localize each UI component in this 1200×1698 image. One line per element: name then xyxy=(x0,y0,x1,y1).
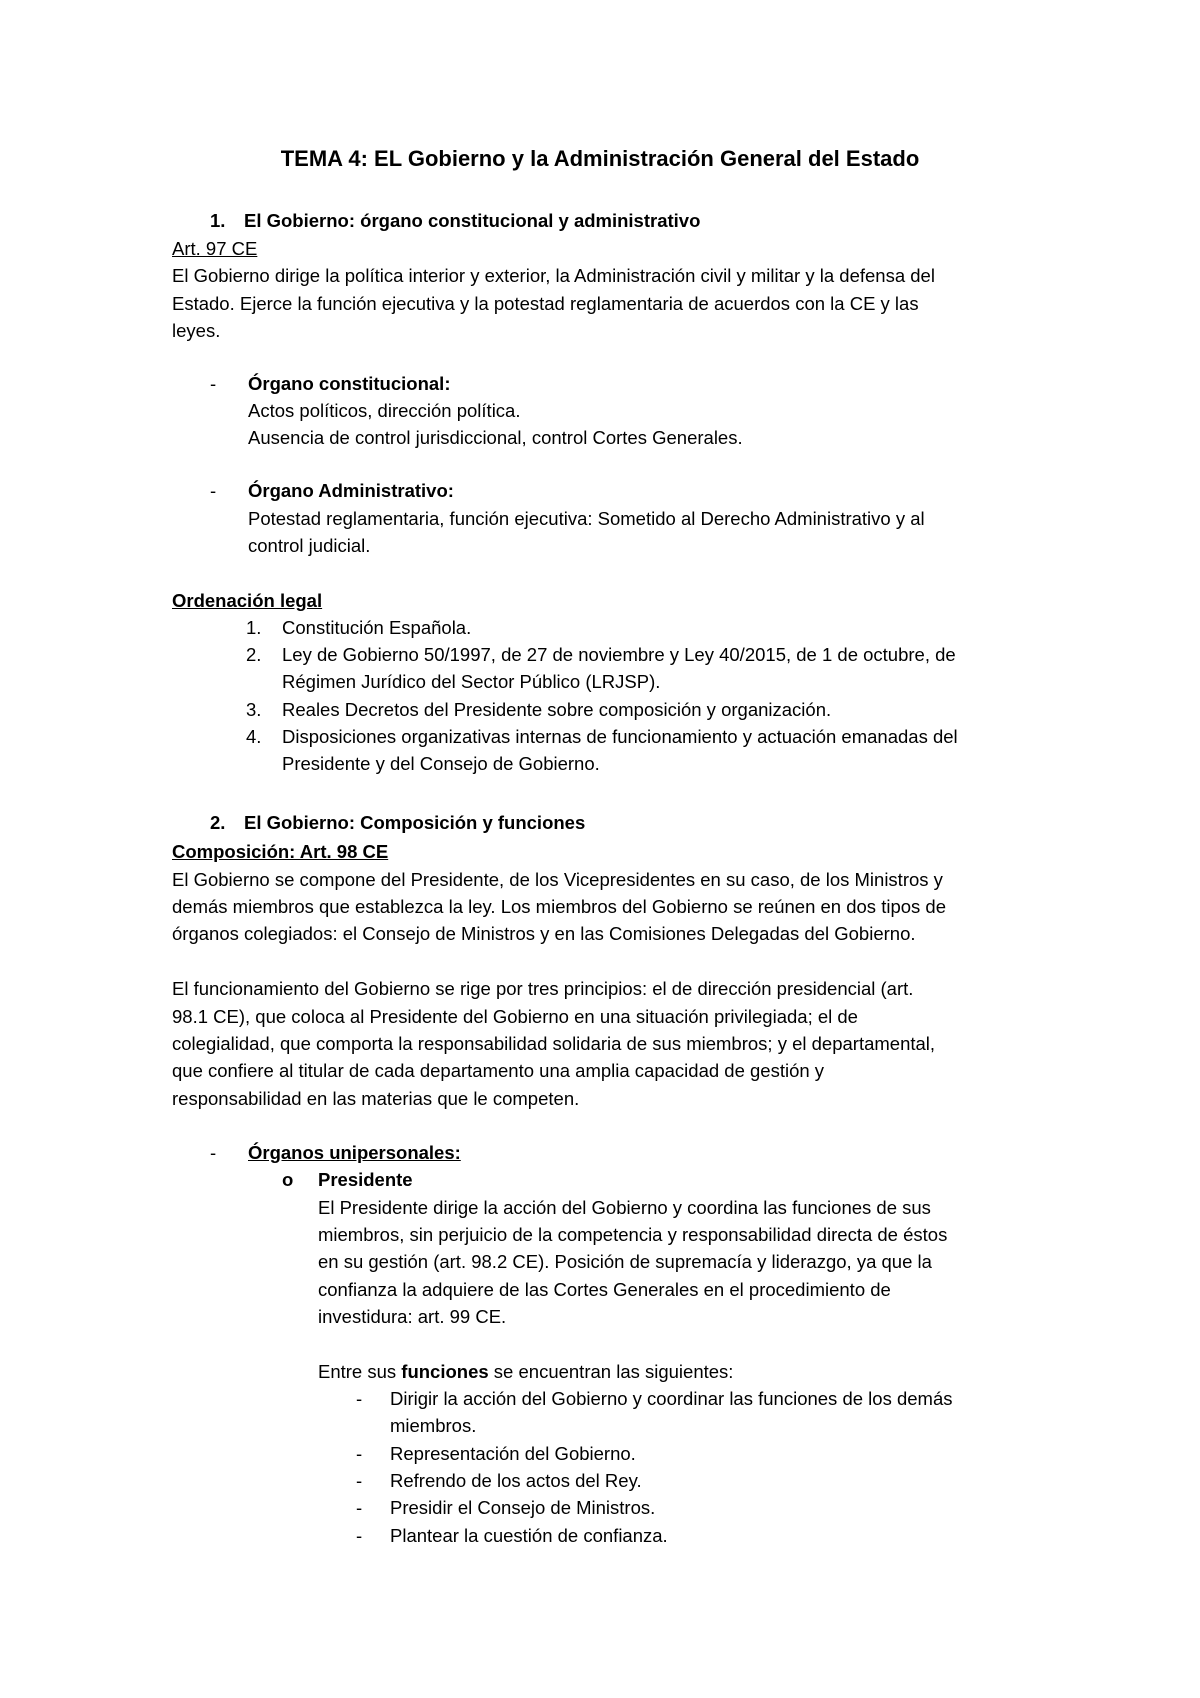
paragraph-line: colegialidad, que comporta la responsabilidad solidaria de sus miembros; y el departamental, xyxy=(172,1033,936,1054)
paragraph-line: investidura: art. 99 CE. xyxy=(318,1306,507,1327)
paragraph-line: El Gobierno dirige la política interior y exterior, la Administración civil y militar y la defensa del xyxy=(172,265,935,286)
funciones-intro-post: se encuentran las siguientes: xyxy=(488,1361,734,1382)
list-item: Reales Decretos del Presidente sobre composición y organización. xyxy=(282,699,832,720)
paragraph-line: confianza la adquiere de las Cortes Generales en el procedimiento de xyxy=(318,1279,891,1300)
list-item: Ley de Gobierno 50/1997, de 27 de noviembre y Ley 40/2015, de 1 de octubre, de xyxy=(282,644,956,665)
section-1-number: 1. xyxy=(210,210,226,231)
list-number: 3. xyxy=(246,699,262,720)
section-2-number: 2. xyxy=(210,812,226,833)
document-title: TEMA 4: EL Gobierno y la Administración General del Estado xyxy=(280,146,920,171)
list-item-cont: Presidente y del Consejo de Gobierno. xyxy=(282,753,600,774)
paragraph-line: responsabilidad en las materias que le competen. xyxy=(172,1088,580,1109)
paragraph-line: El funcionamiento del Gobierno se rige por tres principios: el de dirección presidencial (art. xyxy=(172,978,914,999)
funciones-intro xyxy=(318,1358,733,1386)
list-number: 1. xyxy=(246,617,262,638)
composicion-heading: Composición: Art. 98 CE xyxy=(172,841,389,862)
bullet-label-organo-administrativo: Órgano Administrativo: xyxy=(248,480,454,501)
list-item: Constitución Española. xyxy=(282,617,472,638)
paragraph-line: 98.1 CE), que coloca al Presidente del Gobierno en una situación privilegiada; el de xyxy=(172,1006,858,1027)
bullet-dash: - xyxy=(356,1470,363,1491)
paragraph-line: órganos colegiados: el Consejo de Ministros y en las Comisiones Delegadas del Gobierno. xyxy=(172,923,916,944)
paragraph-line: miembros, sin perjuicio de la competencia y responsabilidad directa de éstos xyxy=(318,1224,948,1245)
paragraph-line: demás miembros que establezca la ley. Los miembros del Gobierno se reúnen en dos tipos de xyxy=(172,896,946,917)
bullet-line: Potestad reglamentaria, función ejecutiva: Sometido al Derecho Administrativo y al xyxy=(248,508,925,529)
article-97-label: Art. 97 CE xyxy=(172,238,258,259)
paragraph-line: Estado. Ejerce la función ejecutiva y la potestad reglamentaria de acuerdos con la CE y las xyxy=(172,293,919,314)
bullet-dash: - xyxy=(356,1388,363,1409)
paragraph-line: leyes. xyxy=(172,320,221,341)
paragraph-line: en su gestión (art. 98.2 CE). Posición de supremacía y liderazgo, ya que la xyxy=(318,1251,932,1272)
bullet-line: Ausencia de control jurisdiccional, control Cortes Generales. xyxy=(248,427,743,448)
bullet-dash: - xyxy=(356,1525,363,1546)
paragraph-line: que confiere al titular de cada departamento una amplia capacidad de gestión y xyxy=(172,1060,825,1081)
funcion-item: Presidir el Consejo de Ministros. xyxy=(390,1497,656,1518)
funcion-item: Dirigir la acción del Gobierno y coordinar las funciones de los demás xyxy=(390,1388,953,1409)
bullet-label-organo-constitucional: Órgano constitucional: xyxy=(248,373,451,394)
funcion-item: Refrendo de los actos del Rey. xyxy=(390,1470,642,1491)
funciones-intro-bold: funciones xyxy=(401,1361,489,1382)
funciones-intro-pre: Entre sus xyxy=(318,1361,402,1382)
list-item: Disposiciones organizativas internas de funcionamiento y actuación emanadas del xyxy=(282,726,958,747)
bullet-dash: - xyxy=(210,373,217,394)
ordenacion-legal-heading: Ordenación legal xyxy=(172,590,323,611)
funcion-item: Plantear la cuestión de confianza. xyxy=(390,1525,668,1546)
funcion-item-cont: miembros. xyxy=(390,1415,477,1436)
list-number: 2. xyxy=(246,644,262,665)
bullet-dash: - xyxy=(210,480,217,501)
list-item-cont: Régimen Jurídico del Sector Público (LRJSP). xyxy=(282,671,661,692)
presidente-heading: Presidente xyxy=(318,1169,413,1190)
paragraph-line: El Gobierno se compone del Presidente, de los Vicepresidentes en su caso, de los Ministros y xyxy=(172,869,943,890)
funcion-item: Representación del Gobierno. xyxy=(390,1443,636,1464)
bullet-dash: - xyxy=(356,1497,363,1518)
bullet-line: control judicial. xyxy=(248,535,371,556)
bullet-dash: - xyxy=(356,1443,363,1464)
bullet-line: Actos políticos, dirección política. xyxy=(248,400,521,421)
paragraph-line: El Presidente dirige la acción del Gobierno y coordina las funciones de sus xyxy=(318,1197,931,1218)
section-1-heading: El Gobierno: órgano constitucional y administrativo xyxy=(244,210,701,231)
section-2-heading: El Gobierno: Composición y funciones xyxy=(244,812,586,833)
sub-bullet-marker: o xyxy=(282,1169,294,1190)
organos-unipersonales-heading: Órganos unipersonales: xyxy=(248,1142,461,1163)
bullet-dash: - xyxy=(210,1142,217,1163)
list-number: 4. xyxy=(246,726,262,747)
